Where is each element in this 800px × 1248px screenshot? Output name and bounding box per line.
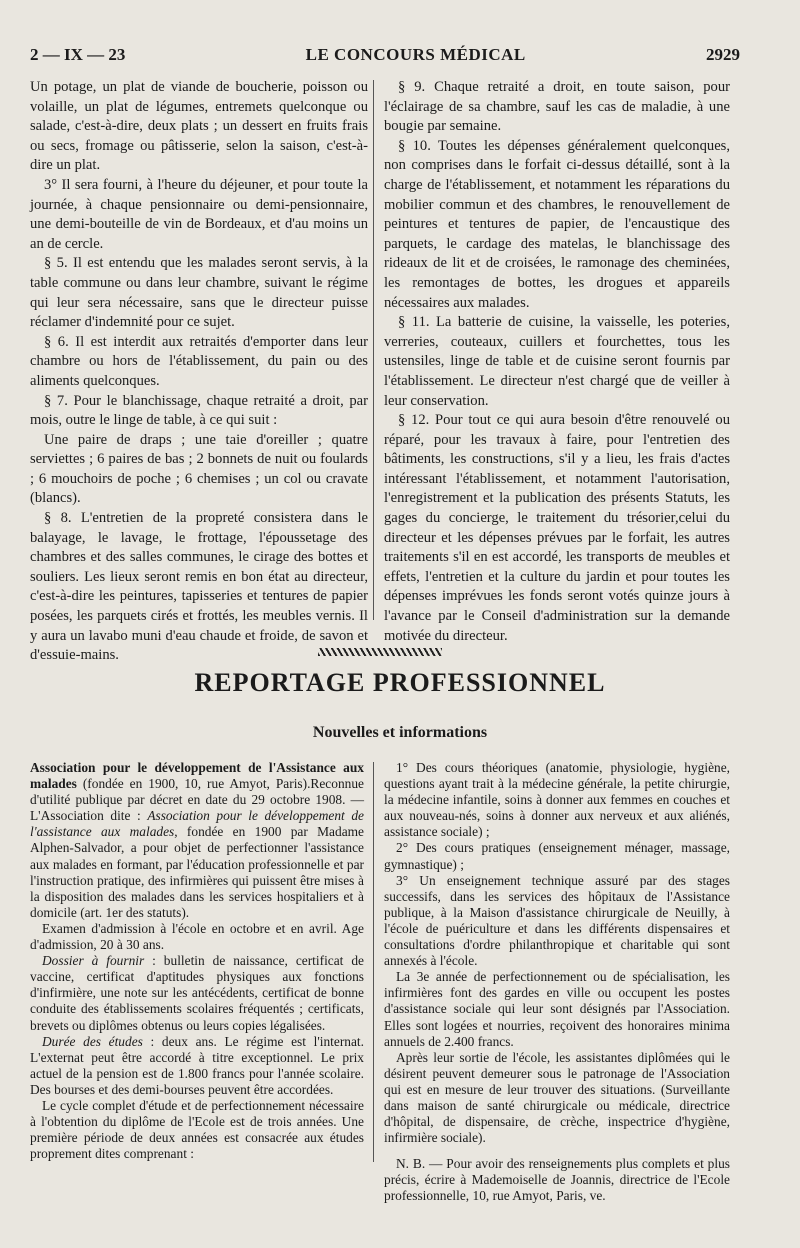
paragraph: Examen d'admission à l'école en octobre et en avril. Age d'admission, 20 à 30 ans.: [30, 920, 364, 953]
section-subtitle: Nouvelles et informations: [312, 724, 488, 741]
paragraph: [30, 953, 364, 1033]
text-italic: Association pour le développement de l'assistance aux malades: [30, 808, 364, 840]
paragraph: § 10. Toutes les dépenses généralement quelconques, non comprises dans le forfait ci-dessus détaillé, sont à la charge de l'établissement, et notamment les réparations du mobilier commun et des chambres, le renouvellement de peintures et tentures de papier, de l'encaustique des parquets, le cardage des matelas, le blanchissage des rideaux de lit et de croisées, le ramonage des cheminées, les remontages de bottes, les drogues et appareils nécessaires aux malades.: [384, 137, 730, 311]
column-divider: [373, 762, 374, 1162]
section-title: REPORTAGE PROFESSIONNEL: [194, 668, 606, 697]
decorative-rule: [318, 648, 442, 656]
bottom-left-column: [30, 760, 364, 1162]
text-span: (fondée en 1900, 10, rue Amyot, Paris).Reconnue d'utilité publique par décret en date du 29 octobre 1908. — L'Association dite :: [30, 776, 364, 824]
paragraph: La 3e année de perfectionnement ou de spécialisation, les infirmières font des gardes en ville ou occupent les postes d'assistance sociale qui leur sont désignés par l'Association. Elles sont logées et nourries, reçoivent des honoraires minima annuels de 2.400 francs.: [384, 969, 730, 1049]
column-divider: [373, 80, 374, 620]
text-span: : deux ans. Le régime est l'internat. L'externat peut être accordé à titre exceptionnel. Le prix actuel de la pension est de 1.800 francs pour l'année scolaire. Des bourses et des demi-bourses peuvent être accordées.: [30, 1033, 365, 1097]
paragraph: 1° Des cours théoriques (anatomie, physiologie, hygiène, questions ayant trait à la médecine générale, la petite chirurgie, la médecine infantile, soins à donner aux femmes en couches et aux nouveau-nés, soins à donner aux nerveux et aux aliénés, assistance sociale) ;: [384, 760, 730, 840]
text-italic: Durée des études: [42, 1033, 143, 1049]
paragraph: 2° Des cours pratiques (enseignement ménager, massage, gymnastique) ;: [384, 840, 730, 872]
paragraph: N. B. — Pour avoir des renseignements plus complets et plus précis, écrire à Mademoiselle de Joannis, directrice de l'Ecole professionnelle, 10, rue Amyot, Paris, ve.: [384, 1156, 730, 1204]
paragraph: § 6. Il est interdit aux retraités d'emporter dans leur chambre ou hors de l'établissement, du pain ou des aliments quelconques.: [30, 333, 368, 389]
paragraph: § 7. Pour le blanchissage, chaque retraité a droit, par mois, outre le linge de table, à ce qui suit :: [30, 392, 368, 429]
article-lead: Association pour le développement de l'Assistance aux malades: [30, 760, 364, 792]
paragraph: § 5. Il est entendu que les malades seront servis, à la table commune ou dans leur chambre, suivant le régime qui leur sera nécessaire, sans que le directeur puisse réclamer d'indemnité pour ce sujet.: [30, 255, 368, 331]
paragraph: [30, 1034, 364, 1098]
bottom-right-column: [384, 760, 730, 1205]
paragraph: 3° Un enseignement technique assuré par des stages successifs, dans les services des hôpitaux de l'Assistance publique, à la Maison d'assistance chirurgicale de Neuilly, à l'école de puériculture et dans les différents dispensaires et consultations d'ordre philanthropique et charitable qui sont annexés à l'école.: [384, 872, 730, 969]
paragraph: Un potage, un plat de viande de boucherie, poisson ou volaille, un plat de légumes, entremets quelconque ou salade, c'est-à-dire, deux plats ; un dessert en fruits frais ou secs, fromage ou pâtisserie, selon la saison, c'est-à-dire un plat.: [30, 79, 368, 174]
paragraph: Une paire de draps ; une taie d'oreiller ; quatre serviettes ; 6 paires de bas ; 2 bonnets de nuit ou foulards ; 6 mouchoirs de poche ; 6 chemises ; un col ou cravate (blancs).: [30, 431, 368, 507]
paragraph: 3° Il sera fourni, à l'heure du déjeuner, et pour toute la journée, à chaque pensionnaire ou demi-pensionnaire, une demi-bouteille de vin de Bordeaux, et d'au moins un an de cercle.: [30, 176, 368, 252]
paragraph: § 12. Pour tout ce qui aura besoin d'être renouvelé ou réparé, pour les travaux à faire, pour l'entretien des bâtiments, les constructions, s'il y a lieu, les frais d'actes intéressant l'établissement, et notamment l'autorisation, l'enregistrement et la publication des présents Statuts, les gages du concierge, le traitement du trésorier,celui du directeur et les dépenses prévues par le forfait, les autres traitements s'il en est accordé, les transports de meubles et effets, l'entretien et la culture du jardin et pour toutes les dépenses imprévues les fonds seront votés quinze jours à l'avance par le Conseil d'administration sur la demande motivée du directeur.: [384, 412, 730, 644]
top-right-column: [384, 78, 730, 646]
paragraph: Après leur sortie de l'école, les assistantes diplômées qui le désirent peuvent demeurer sous le patronage de l'Association qui est en mesure de leur trouver des situations. (Surveillante dans maison de santé chirurgicale ou médicale, directrice d'hôpital, de dispensaire, de crèche, inspectrice d'hygiène, infirmière sociale).: [384, 1049, 730, 1146]
text-italic: Dossier à fournir: [42, 953, 145, 969]
text-span: , fondée en 1900 par Madame Alphen-Salvador, a pour objet de perfectionner l'assistance aux malades en formant, par l'éducation professionnelle et par l'instruction pratique, des infirmières qui puissent être mises à la disposition des malades dans les services hospitaliers et à domicile (art. 1er des statuts).: [30, 824, 364, 920]
journal-title: LE CONCOURS MÉDICAL: [305, 45, 526, 64]
paragraph: [30, 760, 364, 921]
paragraph: Le cycle complet d'étude et de perfectionnement nécessaire à l'obtention du diplôme de l'Ecole est de trois années. Une première période de deux années est consacrée aux études proprement dites comprenant :: [30, 1097, 364, 1162]
paragraph: § 8. L'entretien de la propreté consistera dans le balayage, le lavage, le frottage, l'époussetage des chambres et des salles communes, le cirage des bottes et souliers. Les lieux seront remis en bon état au directeur, c'est-à-dire les peintures, tapisseries et tentures de papier posées, les parquets cirés et frottés, les meubles vernis. Il y aura un lavabo muni d'eau chaude et froide, de savon et d'essuie-mains.: [30, 510, 368, 664]
top-left-column: [30, 78, 368, 666]
page-number: 2929: [705, 45, 740, 64]
paragraph: § 11. La batterie de cuisine, la vaisselle, les poteries, verreries, couteaux, cuillers et fourchettes, tous les ustensiles, linge de table et de cuisine seront fournis par l'établissement. Le directeur n'est chargé que de veiller à leur conservation.: [384, 314, 730, 409]
page-header: [30, 42, 740, 68]
text-span: : bulletin de naissance, certificat de vaccine, certificat d'aptitudes physiques aux fonctions d'infirmière, une note sur les antécédents, certificat de bonne conduite des établissements scolaires fréquentés ; certificats, brevets ou diplômes obtenus ou leurs copies légalisées.: [30, 953, 364, 1033]
paragraph: § 9. Chaque retraité a droit, en toute saison, pour l'éclairage de sa chambre, sauf les cas de maladie, à une bougie par semaine.: [384, 79, 730, 135]
header-date: 2 — IX — 23: [30, 45, 126, 64]
